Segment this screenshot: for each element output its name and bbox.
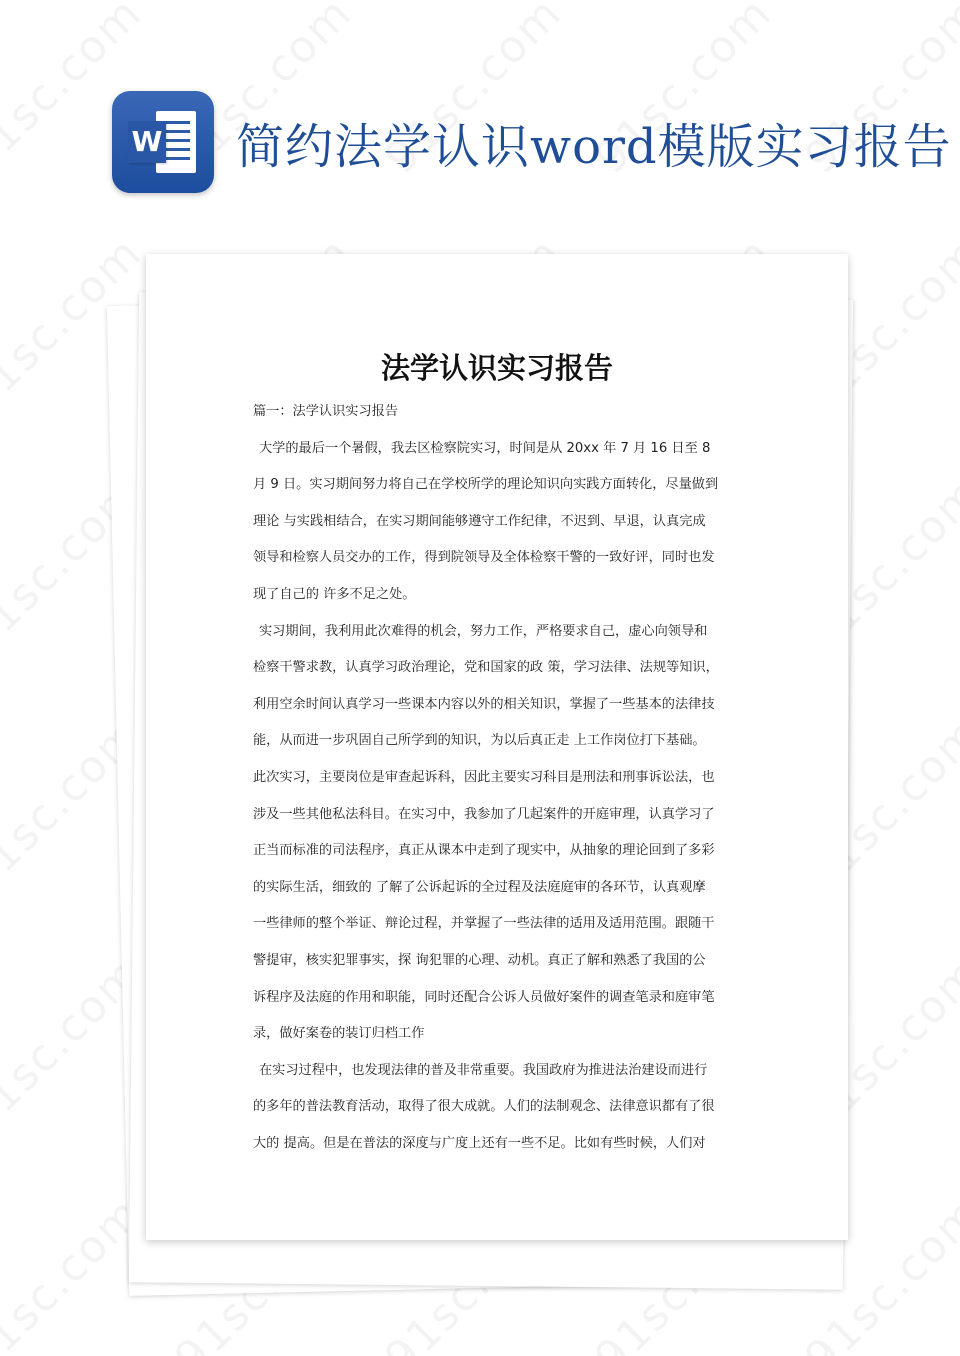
document-body: [253, 400, 745, 1168]
body-line: 警提审，核实犯罪事实，探 询犯罪的心理、动机。真正了解和熟悉了我国的公: [253, 952, 706, 968]
body-line: 正当而标准的司法程序，真正从课本中走到了现实中，从抽象的理论回到了多彩: [253, 843, 715, 859]
body-line: 领导和检察人员交办的工作，得到院领导及全体检察干警的一致好评，同时也发: [253, 550, 715, 566]
body-line: 能，从而进一步巩固自己所学到的知识，为以后真正走 上工作岗位打下基础。: [253, 733, 706, 749]
body-line: 的多年的普法教育活动，取得了很大成就。人们的法制观念、法律意识都有了很: [253, 1099, 715, 1115]
body-line: 涉及一些其他私法科目。在实习中，我参加了几起案件的开庭审理，认真学习了: [253, 806, 715, 822]
body-line: 现了自己的 许多不足之处。: [253, 586, 416, 602]
body-line: 录，做好案卷的装订归档工作: [253, 1026, 425, 1042]
body-line: 月 9 日。实习期间努力将自己在学校所学的理论知识向实践方面转化，尽量做到: [253, 477, 719, 493]
body-line: 理论 与实践相结合，在实习期间能够遵守工作纪律，不迟到、早退，认真完成: [253, 513, 706, 529]
body-line: 检察干警求教，认真学习政治理论，党和国家的政 策，学习法律、法规等知识，: [253, 660, 719, 676]
body-line: 大的 提高。但是在普法的深度与广度上还有一些不足。比如有些时候，人们对: [253, 1135, 706, 1151]
body-line: 此次实习，主要岗位是审查起诉科，因此主要实习科目是刑法和刑事诉讼法，也: [253, 769, 715, 785]
document-subtitle: 篇一：法学认识实习报告: [253, 404, 399, 419]
body-line: 实习期间，我利用此次难得的机会，努力工作，严格要求自己，虚心向领导和: [259, 623, 708, 639]
header: [112, 90, 952, 194]
document-title: 法学认识实习报告: [380, 351, 613, 385]
header-title: 简约法学认识word模版实习报告: [236, 118, 952, 175]
body-line: 的实际生活，细致的 了解了公诉起诉的全过程及法庭庭审的各环节，认真观摩: [253, 879, 706, 895]
body-line: 利用空余时间认真学习一些课本内容以外的相关知识，掌握了一些基本的法律技: [253, 696, 715, 712]
body-line: 大学的最后一个暑假，我去区检察院实习，时间是从 20xx 年 7 月 16 日至 8: [259, 440, 711, 456]
body-line: 在实习过程中，也发现法律的普及非常重要。我国政府为推进法治建设而进行: [259, 1062, 708, 1078]
word-letter: W: [128, 121, 166, 163]
word-icon: [112, 91, 214, 193]
document-page: [146, 254, 848, 1240]
body-line: 一些律师的整个举证、辩论过程，并掌握了一些法律的适用及适用范围。跟随干: [253, 916, 715, 932]
body-line: 诉程序及法庭的作用和职能，同时还配合公诉人员做好案件的调查笔录和庭审笔: [253, 989, 715, 1005]
